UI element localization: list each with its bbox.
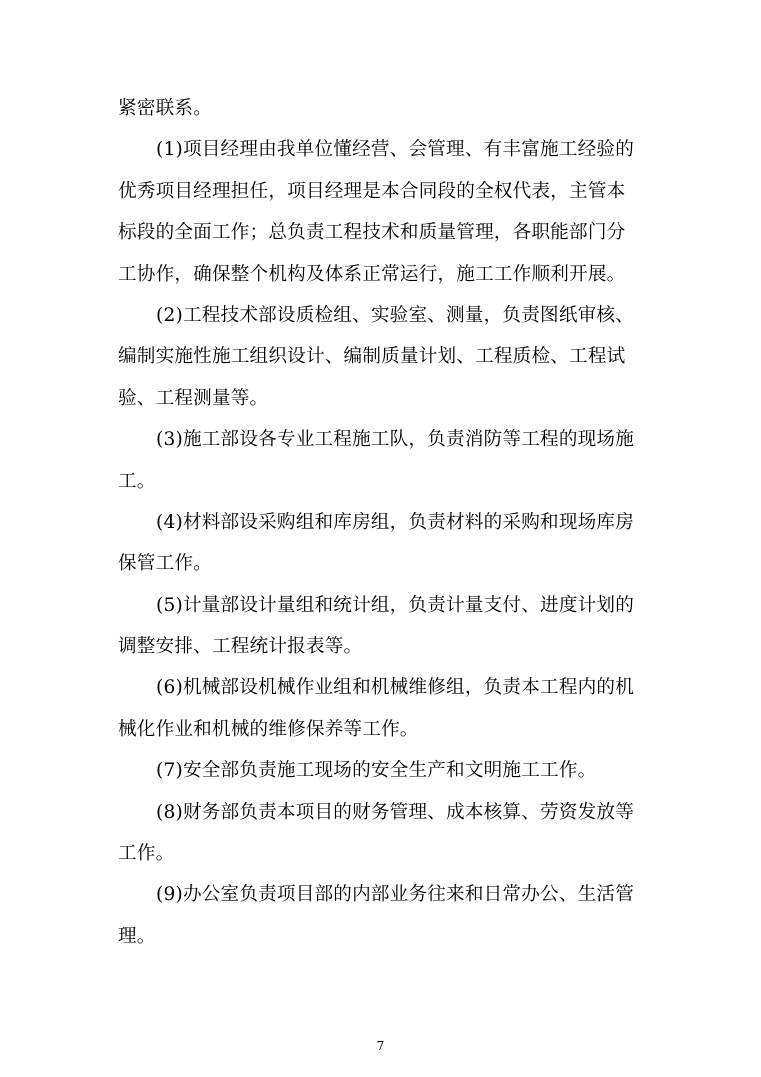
page-number: 7: [376, 1039, 385, 1053]
text-line: 紧密联系。: [118, 98, 212, 119]
paragraph-2-line-3: 验、工程测量等。: [118, 387, 269, 409]
paragraph-8-line-2: 工作。: [118, 843, 175, 865]
body-text: [118, 88, 643, 957]
paragraph-1-line-1: (1)项目经理由我单位懂经营、会管理、有丰富施工经验的: [156, 139, 634, 161]
paragraph-3-line-2: 工。: [118, 470, 156, 492]
paragraph-5-line-1: (5)计量部设计量组和统计组，负责计量支付、进度计划的: [156, 594, 634, 616]
paragraph-4-line-1: (4)材料部设采购组和库房组，负责材料的采购和现场库房: [156, 511, 634, 533]
paragraph-1-line-4: 工协作，确保整个机构及体系正常运行，施工工作顺利开展。: [118, 263, 626, 285]
paragraph-9-line-2: 理。: [118, 925, 156, 947]
paragraph-7-line-1: (7)安全部负责施工现场的安全生产和文明施工工作。: [156, 760, 597, 782]
paragraph-2-line-1: (2)工程技术部设质检组、实验室、测量，负责图纸审核、: [156, 304, 634, 326]
paragraph-9-line-1: (9)办公室负责项目部的内部业务往来和日常办公、生活管: [156, 884, 634, 906]
paragraph-6-line-1: (6)机械部设机械作业组和机械维修组，负责本工程内的机: [156, 677, 634, 699]
paragraph-1-line-3: 标段的全面工作；总负责工程技术和质量管理，各职能部门分: [118, 222, 626, 244]
paragraph-5-line-2: 调整安排、工程统计报表等。: [118, 636, 363, 658]
paragraph-6-line-2: 械化作业和机械的维修保养等工作。: [118, 718, 419, 740]
paragraph-3-line-1: (3)施工部设各专业工程施工队，负责消防等工程的现场施: [156, 429, 634, 451]
paragraph-1-line-2: 优秀项目经理担任，项目经理是本合同段的全权代表，主管本: [118, 180, 626, 202]
paragraph-4-line-2: 保管工作。: [118, 553, 212, 575]
paragraph-2-line-2: 编制实施性施工组织设计、编制质量计划、工程质检、工程试: [118, 346, 626, 368]
paragraph-8-line-1: (8)财务部负责本项目的财务管理、成本核算、劳资发放等: [156, 801, 634, 823]
